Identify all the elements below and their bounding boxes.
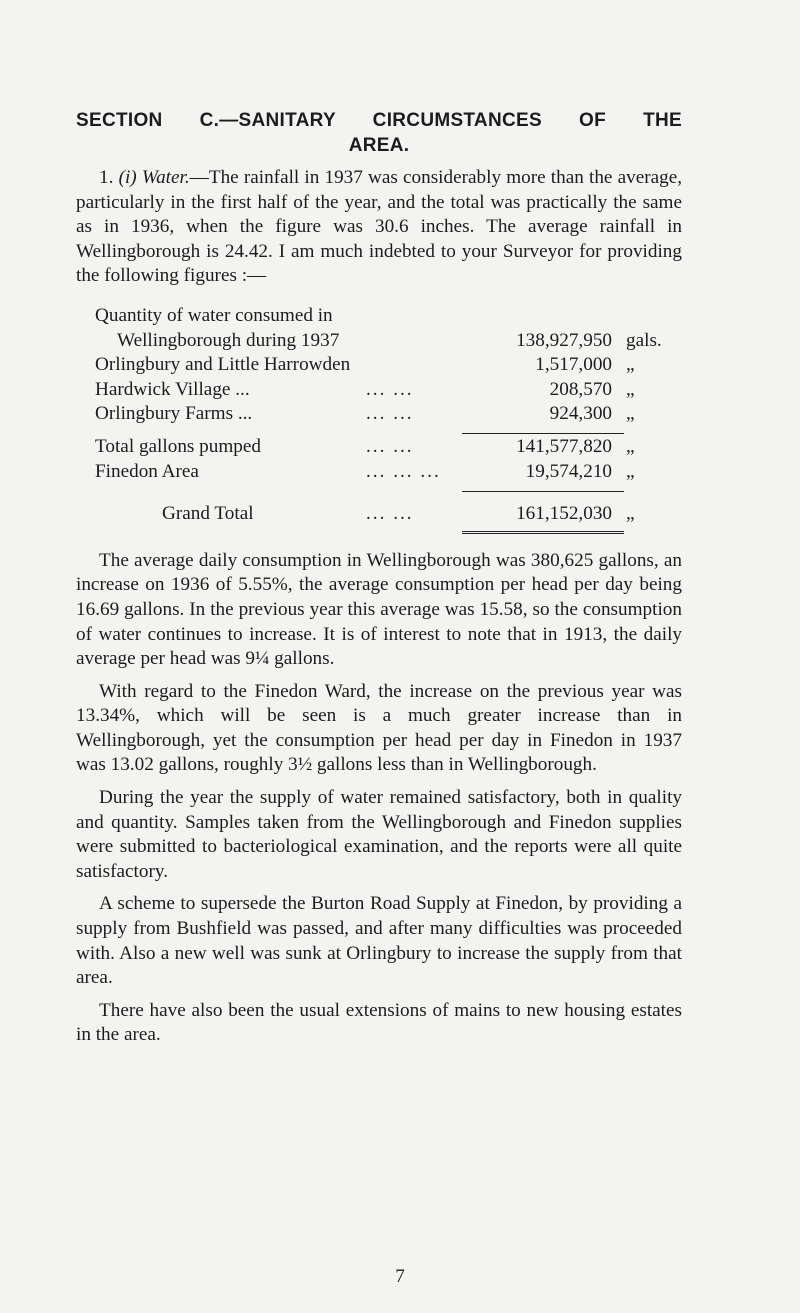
row-label: Orlingbury Farms ... bbox=[95, 403, 253, 425]
page-number: 7 bbox=[395, 1266, 405, 1287]
section-heading-line1: SECTION C.—SANITARY CIRCUMSTANCES OF THE bbox=[76, 110, 682, 131]
row-unit: gals. bbox=[626, 329, 662, 351]
row-dots: ... ... bbox=[366, 403, 414, 425]
grand-total-rule bbox=[462, 491, 624, 492]
mains-paragraph: There have also been the usual extensions of mains to new housing estates in the area. bbox=[76, 999, 682, 1046]
subtotal-row bbox=[76, 435, 682, 460]
table-row bbox=[76, 378, 682, 403]
row-dots: ... ... bbox=[366, 378, 414, 400]
row-unit: „ bbox=[626, 403, 635, 425]
table-divider-row bbox=[76, 427, 682, 435]
document-page bbox=[76, 108, 682, 1048]
row-unit: „ bbox=[626, 378, 635, 400]
row-unit: „ bbox=[626, 354, 635, 376]
table-row bbox=[76, 304, 682, 329]
table-divider-row bbox=[76, 484, 682, 502]
row-label: Quantity of water consumed in bbox=[95, 304, 333, 326]
water-consumption-table bbox=[76, 304, 682, 549]
intro-paragraph bbox=[76, 166, 682, 289]
row-amount: 924,300 bbox=[549, 403, 612, 425]
table-row bbox=[76, 329, 682, 354]
row-amount: 1,517,000 bbox=[535, 354, 612, 376]
intro-number: 1. bbox=[99, 167, 114, 188]
row-amount: 141,577,820 bbox=[516, 435, 612, 457]
finedon-row bbox=[76, 460, 682, 485]
row-amount: 161,152,030 bbox=[516, 503, 612, 525]
row-dots: ... ... ... bbox=[366, 460, 441, 482]
row-amount: 19,574,210 bbox=[525, 460, 612, 482]
row-unit: „ bbox=[626, 460, 635, 482]
row-label: Grand Total bbox=[162, 503, 254, 525]
row-label: Orlingbury and Little Harrowden bbox=[95, 354, 351, 376]
row-label: Wellingborough during 1937 bbox=[117, 329, 340, 351]
intro-text: —The rainfall in 1937 was considerably more than the average, particularly in the first half of the year, and the total was practically the same as in 1936, when the figure was 30.6 inches. The average rainfall in Wellingborough is 24.42. I am much indebted to your Surveyor for providing the following figures :— bbox=[76, 167, 683, 287]
intro-sub: (i) bbox=[118, 167, 137, 188]
subtotal-rule bbox=[462, 433, 624, 434]
table-row bbox=[76, 402, 682, 427]
row-label: Hardwick Village ... bbox=[95, 378, 250, 400]
grand-total-row bbox=[76, 502, 682, 527]
finedon-paragraph: With regard to the Finedon Ward, the increase on the previous year was 13.34%, which will be seen is a much greater increase than in Wellingborough, yet the consumption per head per day in Finedon in 1937 was 13.02 gallons, roughly 3½ gallons less than in Wellingborough. bbox=[76, 680, 682, 776]
intro-title: Water. bbox=[141, 167, 190, 188]
table-row bbox=[76, 353, 682, 378]
row-dots: ... ... bbox=[366, 435, 414, 457]
scheme-paragraph: A scheme to supersede the Burton Road Supply at Finedon, by providing a supply from Bushfield was passed, and after many difficulties was proceeded with. Also a new well was sunk at Orlingbury to increase the supply from that area. bbox=[76, 893, 682, 989]
row-amount: 208,570 bbox=[549, 378, 612, 400]
supply-paragraph: During the year the supply of water remained satisfactory, both in quality and quantity. Samples taken from the Wellingborough and Finedon supplies were submitted to bacteriological examination, and the reports were all quite satisfactory. bbox=[76, 787, 682, 882]
row-label: Total gallons pumped bbox=[95, 435, 261, 457]
row-unit: „ bbox=[626, 503, 635, 525]
row-amount: 138,927,950 bbox=[516, 329, 612, 351]
section-heading-line2: AREA. bbox=[348, 135, 410, 156]
row-label: Finedon Area bbox=[95, 460, 199, 482]
table-divider-row bbox=[76, 527, 682, 549]
consumption-paragraph: The average daily consumption in Wellingborough was 380,625 gallons, an increase on 1936 of 5.55%, the average consumption per head per day being 16.69 gallons. In the previous year this average was 15.58, so the consumption of water continues to increase. It is of interest to note that in 1913, the daily average per head was 9¼ gallons. bbox=[76, 549, 682, 670]
row-unit: „ bbox=[626, 435, 635, 457]
grand-total-double-rule bbox=[462, 531, 624, 534]
section-heading bbox=[76, 108, 682, 158]
row-dots: ... ... bbox=[366, 503, 414, 525]
